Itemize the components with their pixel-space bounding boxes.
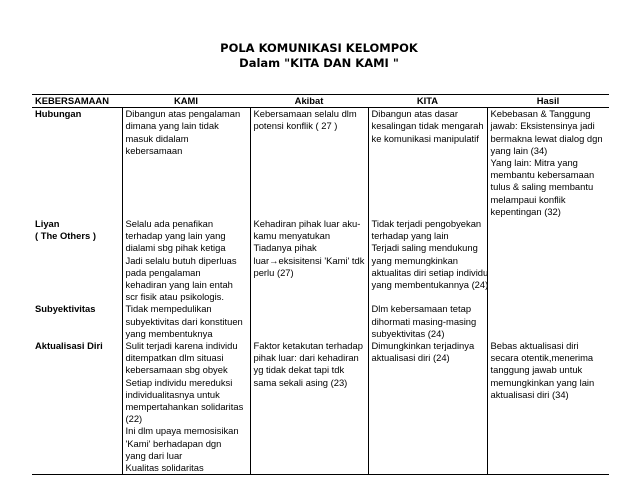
cell-text-line: ( The Others ) — [35, 230, 96, 242]
cell-text-line: aktualitas diri setiap individu — [371, 266, 489, 278]
cell-text-line: sama sekali asing (23) — [253, 376, 348, 388]
cell-text-line: (22) — [125, 413, 143, 425]
cell-kami — [122, 340, 250, 475]
cell-text-line: Setiap individu mereduksi — [125, 376, 233, 388]
header-kebersamaan: KEBERSAMAAN — [32, 95, 122, 108]
cell-text-line: Dlm kebersamaan tetap — [371, 303, 472, 315]
title-line-1: POLA KOMUNIKASI KELOMPOK — [220, 41, 418, 55]
cell-kita — [368, 340, 487, 475]
cell-label — [32, 303, 122, 340]
cell-text-line: Kebebasan & Tanggung — [490, 108, 591, 120]
cell-text-line: pihak luar: dari kehadiran — [253, 352, 359, 364]
cell-text-line: dihormati masing-masing — [371, 315, 477, 327]
cell-text-line: bermakna lewat dialog dgn — [490, 132, 603, 144]
cell-text-line: Tiadanya pihak — [253, 242, 317, 254]
cell-text-line: mempertahankan solidaritas — [125, 401, 244, 413]
cell-text-line: Yang lain: Mitra yang — [490, 157, 578, 169]
cell-text-line: yang memungkinkan — [371, 254, 459, 266]
cell-text-line: kesalingan tidak mengarah — [371, 120, 484, 132]
cell-text-line: Kebersamaan selalu dlm — [253, 108, 357, 120]
cell-text-line: dimana yang lain tidak — [125, 120, 219, 132]
cell-text-line: jawab: Eksistensinya jadi — [490, 120, 595, 132]
cell-text-line: Bebas aktualisasi diri — [490, 340, 579, 352]
cell-text-line: Kualitas solidaritas — [125, 462, 204, 474]
table-header-row — [32, 95, 609, 108]
cell-text-line: subyektivitas (24) — [371, 327, 445, 339]
cell-text-line: terhadap yang lain — [371, 230, 449, 242]
cell-text-line: aktualisasi diri (24) — [371, 352, 450, 364]
cell-hasil — [487, 303, 609, 340]
cell-text-line: Sulit terjadi karena individu — [125, 340, 238, 352]
table-row — [32, 218, 609, 303]
cell-hasil — [487, 108, 609, 218]
cell-text-line: yang dari luar — [125, 449, 183, 461]
cell-text-line: Tidak mempedulikan — [125, 303, 212, 315]
communication-pattern-table — [32, 94, 609, 475]
header-hasil: Hasil — [487, 95, 609, 108]
cell-akibat — [250, 108, 368, 218]
cell-text-line: melampaui konflik — [490, 193, 566, 205]
cell-text-line: pada pengalaman — [125, 266, 201, 278]
cell-text-line: Terjadi saling mendukung — [371, 242, 478, 254]
cell-text-line: kehadiran yang lain entah — [125, 279, 233, 291]
cell-text-line: Jadi selalu butuh diperluas — [125, 254, 237, 266]
cell-text-line: kamu menyatukan — [253, 230, 331, 242]
table-row — [32, 340, 609, 475]
cell-text-line: yang membentukannya (24) — [371, 279, 489, 291]
cell-text-line: Dibangun atas pengalaman — [125, 108, 241, 120]
cell-text-line: Faktor ketakutan terhadap — [253, 340, 363, 352]
cell-text-line: secara otentik,menerima — [490, 352, 594, 364]
cell-text-line: kepentingan (32) — [490, 205, 561, 217]
cell-text-line: Dimungkinkan terjadinya — [371, 340, 475, 352]
cell-akibat — [250, 218, 368, 303]
cell-akibat — [250, 340, 368, 475]
cell-text-line: scr fisik atau psikologis. — [125, 291, 224, 303]
header-kami: KAMI — [122, 95, 250, 108]
cell-text-line: memungkinkan yang lain — [490, 376, 595, 388]
cell-text-line: Ini dlm upaya memosisikan — [125, 425, 239, 437]
cell-text-line: terhadap yang lain yang — [125, 230, 226, 242]
cell-text-line: ke komunikasi manipulatif — [371, 132, 479, 144]
header-akibat: Akibat — [250, 95, 368, 108]
cell-text-line: Tidak terjadi pengobyekan — [371, 218, 482, 230]
table-row — [32, 303, 609, 340]
cell-kami — [122, 303, 250, 340]
cell-label — [32, 108, 122, 218]
cell-text-line: yang lain (34) — [490, 144, 548, 156]
cell-text-line: 'Kami' berhadapan dgn — [125, 437, 222, 449]
cell-kami — [122, 218, 250, 303]
cell-kita — [368, 218, 487, 303]
title-line-2: Dalam "KITA DAN KAMI " — [239, 56, 399, 70]
cell-hasil — [487, 218, 609, 303]
cell-kita — [368, 303, 487, 340]
cell-text-line: yang membentuknya — [125, 327, 213, 339]
cell-text-line: Dibangun atas dasar — [371, 108, 459, 120]
cell-text-line: kebersamaan — [125, 144, 183, 156]
cell-text-line: Kehadiran pihak luar aku- — [253, 218, 361, 230]
table-row — [32, 108, 609, 218]
cell-text-line: Hubungan — [35, 108, 82, 120]
cell-text-line: yg tidak dekat tapi tdk — [253, 364, 345, 376]
cell-text-line: tulus & saling membantu — [490, 181, 594, 193]
cell-label — [32, 340, 122, 475]
header-kita: KITA — [368, 95, 487, 108]
cell-label — [32, 218, 122, 303]
cell-text-line: Subyektivitas — [35, 303, 96, 315]
cell-text-line: dialami sbg pihak ketiga — [125, 242, 226, 254]
cell-text-line: tanggung jawab untuk — [490, 364, 583, 376]
cell-text-line: Liyan — [35, 218, 60, 230]
cell-text-line: potensi konflik ( 27 ) — [253, 120, 338, 132]
cell-text-line: aktualisasi diri (34) — [490, 388, 569, 400]
cell-text-line: subyektivitas dari konstituen — [125, 315, 243, 327]
cell-hasil — [487, 340, 609, 475]
cell-text-line: membantu kebersamaan — [490, 169, 595, 181]
cell-text-line: perlu (27) — [253, 266, 294, 278]
cell-text-line: individualitasnya untuk — [125, 388, 220, 400]
cell-kami — [122, 108, 250, 218]
cell-text-line: ditempatkan dlm situasi — [125, 352, 224, 364]
cell-text-line: luar→eksisitensi 'Kami' tdk — [253, 254, 365, 266]
cell-kita — [368, 108, 487, 218]
cell-text-line: Aktualisasi Diri — [35, 340, 103, 352]
cell-text-line: kebersamaan sbg obyek — [125, 364, 228, 376]
cell-akibat — [250, 303, 368, 340]
document-title — [0, 41, 638, 71]
cell-text-line: masuk didalam — [125, 132, 189, 144]
cell-text-line: Selalu ada penafikan — [125, 218, 214, 230]
